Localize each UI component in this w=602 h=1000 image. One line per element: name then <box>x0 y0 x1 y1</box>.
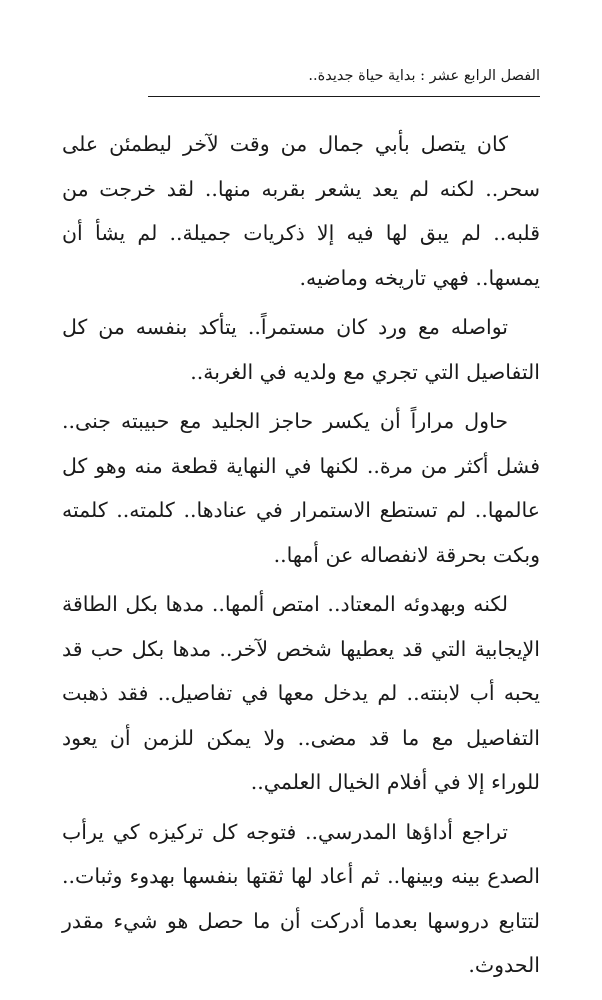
paragraph-2: تواصله مع ورد كان مستمراً.. يتأكد بنفسه من كل التفاصيل التي تجري مع ولديه في الغربة.. <box>62 315 540 384</box>
paragraph-4: لكنه وبهدوئه المعتاد.. امتص ألمها.. مدها بكل الطاقة الإيجابية التي قد يعطيها شخص لآخر.. مدها بكل حب قد يحبه أب لابنته.. لم يدخل معها في تفاصيل.. فقد ذهبت التفاصيل مع ما قد مضى.. ولا يمكن للزمن أن يعود للوراء إلا في أفلام الخيال العلمي.. <box>62 592 540 794</box>
paragraph-3: حاول مراراً أن يكسر حاجز الجليد مع حبيبته جنى.. فشل أكثر من مرة.. لكنها في النهاية قطعة منه وهو كل عالمها.. لم تستطع الاستمرار في عنادها.. كلمته.. كلمته وبكت بحرقة لانفصاله عن أمها.. <box>62 409 540 567</box>
header-rule <box>148 96 540 97</box>
paragraph-5: تراجع أداؤها المدرسي.. فتوجه كل تركيزه كي يرأب الصدع بينه وبينها.. ثم أعاد لها ثقتها بنفسها بهدوء وثبات.. لتتابع دروسها بعدما أدركت أن ما حصل هو شيء مقدر الحدوث. <box>62 819 540 977</box>
running-header: الفصل الرابع عشر : بداية حياة جديدة.. <box>308 68 540 84</box>
body-text <box>62 122 540 993</box>
paragraph-1: كان يتصل بأبي جمال من وقت لآخر ليطمئن على سحر.. لكنه لم يعد يشعر بقربه منها.. لقد خرجت من قلبه.. لم يبق لها فيه إلا ذكريات جميلة.. لم يشأ أن يمسها.. فهي تاريخه وماضيه. <box>62 132 540 290</box>
